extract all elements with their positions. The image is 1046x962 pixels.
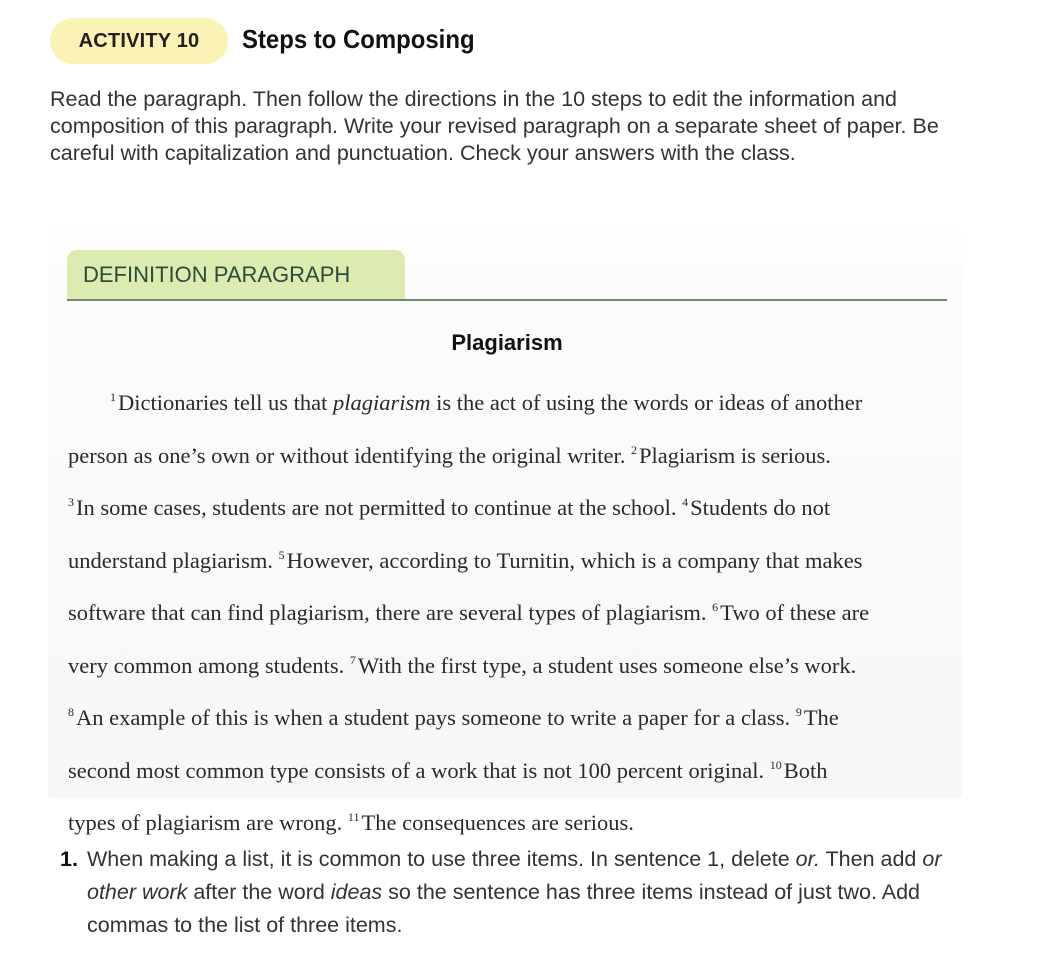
sentence-text: person as one’s own or without identifying the original writer. xyxy=(68,442,632,468)
step-text-part: Then add xyxy=(819,847,923,871)
sentence-text: In some cases, students are not permitted to continue at the school. xyxy=(76,495,683,520)
sentence-emphasis: plagiarism xyxy=(332,390,431,415)
activity-badge: ACTIVITY 10 xyxy=(50,18,228,64)
sentence-text: is the act of using the words or ideas of another xyxy=(430,390,863,415)
paragraph-line xyxy=(68,479,948,532)
sentence-text: With the first type, a student uses someone else’s work. xyxy=(357,652,857,678)
sentence-text: types of plagiarism are wrong. xyxy=(68,810,348,835)
step-emphasis: ideas xyxy=(330,880,383,904)
activity-title: Steps to Composing xyxy=(242,24,475,54)
paragraph-line xyxy=(68,794,948,847)
sentence-number: 6 xyxy=(712,600,719,614)
sentence-number: 4 xyxy=(682,495,689,509)
sentence-number: 11 xyxy=(347,810,360,824)
paragraph-title: Plagiarism xyxy=(451,330,563,355)
step-emphasis: or other work xyxy=(87,847,942,904)
paragraph-line xyxy=(68,689,948,742)
definition-tab-label: DEFINITION PARAGRAPH xyxy=(83,262,351,287)
sentence-text: Plagiarism is serious. xyxy=(639,442,831,468)
sentence-text: second most common type consists of a work that is not 100 percent original. xyxy=(68,757,770,783)
sentence-number: 8 xyxy=(68,705,74,719)
step-text-part: after the word xyxy=(187,880,331,904)
sentence-text: Students do not xyxy=(690,495,831,520)
sentence-text: understand plagiarism. xyxy=(68,547,279,573)
step-item xyxy=(60,843,960,942)
sentence-text: An example of this is when a student pays someone to write a paper for a class. xyxy=(76,705,796,730)
sentence-text: However, according to Turnitin, which is a company that makes xyxy=(286,547,863,573)
paragraph-body xyxy=(68,374,948,847)
step-text-part: so the sentence has three items instead of just two. Add commas to the list of three items. xyxy=(87,880,921,937)
sentence-number: 9 xyxy=(795,705,802,719)
step-text-part: When making a list, it is common to use three items. In sentence 1, delete xyxy=(87,847,796,871)
sentence-text: The consequences are serious. xyxy=(361,810,634,835)
sentence-number: 2 xyxy=(631,442,638,457)
paragraph-line xyxy=(68,532,948,585)
sentence-text: software that can find plagiarism, there are several types of plagiarism. xyxy=(68,600,713,625)
paragraph-line xyxy=(68,427,948,480)
definition-divider xyxy=(67,299,947,301)
definition-tab xyxy=(67,250,405,300)
instructions-text: Read the paragraph. Then follow the directions in the 10 steps to edit the information and composition of this paragraph. Write your revised paragraph on a separate sheet of paper. Be careful with capitalization and punctuation. Check your answers with the class. xyxy=(50,87,939,165)
paragraph-line xyxy=(68,637,948,690)
step-emphasis: or. xyxy=(795,847,820,871)
sentence-number: 3 xyxy=(68,495,74,509)
sentence-number: 7 xyxy=(349,652,356,667)
sentence-text: The xyxy=(803,705,839,730)
sentence-text: Two of these are xyxy=(720,600,870,625)
sentence-number: 5 xyxy=(278,547,285,562)
step-number: 1. xyxy=(60,847,78,871)
paragraph-line xyxy=(68,584,948,637)
sentence-text: Both xyxy=(783,757,828,783)
sentence-text: very common among students. xyxy=(68,652,350,678)
sentence-number: 1 xyxy=(110,390,116,404)
sentence-number: 10 xyxy=(769,757,782,772)
paragraph-line xyxy=(68,374,948,427)
sentence-text: Dictionaries tell us that xyxy=(118,390,333,415)
paragraph-line xyxy=(68,742,948,795)
step-text xyxy=(87,843,960,942)
